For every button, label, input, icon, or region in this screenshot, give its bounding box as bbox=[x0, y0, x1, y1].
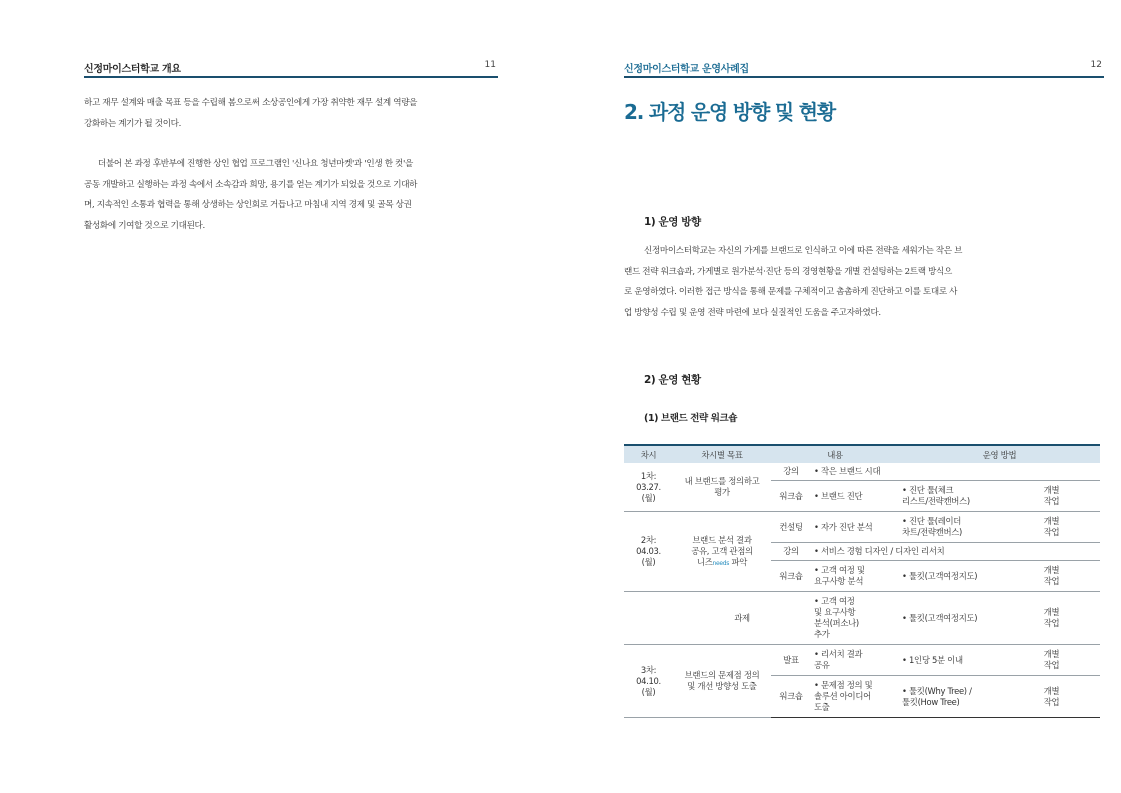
type-cell: 강의 bbox=[771, 463, 811, 481]
method-cell: 개별 작업 bbox=[1003, 512, 1100, 543]
left-page-header bbox=[84, 58, 498, 78]
type-cell: 컨설팅 bbox=[771, 512, 811, 543]
subsection-title-direction: 1) 운영 방향 bbox=[644, 216, 701, 228]
section-title: 2. 과정 운영 방향 및 현황 bbox=[624, 100, 836, 124]
column-header: 차시 bbox=[640, 449, 657, 460]
table-title: (1) 브랜드 전략 워크숍 bbox=[644, 413, 738, 424]
left-page bbox=[0, 0, 560, 793]
goal-subscript: needs bbox=[712, 559, 730, 567]
table-row bbox=[624, 592, 1100, 645]
text-line: 신정마이스터학교는 자신의 가게를 브랜드로 인식하고 이에 따른 전략을 세워가는 작은 브 bbox=[644, 246, 963, 256]
goal-text: 브랜드 분석 결과 공유, 고객 관점의 니즈 bbox=[691, 534, 753, 567]
content-cell: • 서비스 경험 디자인 / 디자인 리서치 bbox=[811, 543, 1100, 561]
type-cell: 강의 bbox=[771, 543, 811, 561]
content-cell: • 자가 진단 분석 bbox=[811, 512, 899, 543]
column-header: 운영 방법 bbox=[982, 449, 1017, 460]
tool-cell: • 툴킷(고객여정지도) bbox=[899, 592, 1003, 645]
right-paragraph bbox=[624, 241, 962, 323]
content-cell: • 문제점 정의 및 솔루션 아이디어 도출 bbox=[811, 676, 899, 718]
column-header: 차시별 목표 bbox=[701, 449, 743, 460]
tool-cell: • 진단 툴(체크 리스트/전략캔버스) bbox=[899, 481, 1003, 512]
text-line: 업 방향성 수립 및 운영 전략 마련에 보다 실질적인 도움을 주고자하였다. bbox=[624, 307, 881, 318]
right-page-header bbox=[624, 58, 1104, 78]
content-cell: • 작은 브랜드 시대 bbox=[811, 463, 1100, 481]
method-cell: 개별 작업 bbox=[1003, 561, 1100, 592]
goal-text-end: 파악 bbox=[729, 556, 748, 567]
tool-cell: • 1인당 5분 이내 bbox=[899, 645, 1003, 676]
tool-cell: • 진단 툴(레이더 차트/전략캔버스) bbox=[899, 512, 1003, 543]
column-header: 내용 bbox=[827, 449, 843, 460]
session-cell-empty bbox=[624, 592, 673, 645]
type-cell: 발표 bbox=[771, 645, 811, 676]
content-cell: • 브랜드 진단 bbox=[811, 481, 899, 512]
text-line: 공동 개발하고 실행하는 과정 속에서 소속감과 희망, 용기를 얻는 계기가 되었을 것으로 기대하 bbox=[84, 179, 418, 190]
table-header-row bbox=[624, 445, 1100, 463]
left-paragraph-2 bbox=[84, 154, 417, 236]
goal-cell bbox=[673, 512, 771, 592]
method-cell: 개별 작업 bbox=[1003, 592, 1100, 645]
workshop-schedule-table bbox=[624, 444, 1100, 718]
session-cell: 2차: 04.03. (월) bbox=[624, 512, 673, 592]
method-cell: 개별 작업 bbox=[1003, 645, 1100, 676]
text-line: 하고 재무 설계와 매출 목표 등을 수립해 봄으로써 소상공인에게 가장 취약한 재무 설계 역량을 bbox=[84, 98, 418, 108]
text-line: 활성화에 기여할 것으로 기대된다. bbox=[84, 220, 205, 231]
left-paragraph-1 bbox=[84, 93, 417, 134]
session-cell: 1차: 03.27. (월) bbox=[624, 463, 673, 512]
goal-cell: 내 브랜드를 정의하고 평가 bbox=[673, 463, 771, 512]
type-cell: 워크숍 bbox=[771, 561, 811, 592]
method-cell: 개별 작업 bbox=[1003, 481, 1100, 512]
left-page-number: 11 bbox=[484, 60, 496, 70]
subsection-title-status: 2) 운영 현황 bbox=[644, 374, 701, 386]
text-line: 며, 지속적인 소통과 협력을 통해 상생하는 상인회로 거듭나고 마침내 지역 경제 및 골목 상권 bbox=[84, 200, 412, 210]
text-line: 더불어 본 과정 후반부에 진행한 상인 협업 프로그램인 '신나요 청년마켓'과 '인생 한 컷'을 bbox=[98, 159, 413, 169]
goal-cell: 과제 bbox=[673, 592, 811, 645]
right-header-title: 신정마이스터학교 운영사례집 bbox=[624, 64, 749, 75]
right-page-number: 12 bbox=[1090, 60, 1102, 70]
method-cell: 개별 작업 bbox=[1003, 676, 1100, 718]
content-cell: • 고객 여정 및 요구사항 분석 bbox=[811, 561, 899, 592]
table-row bbox=[624, 463, 1100, 481]
session-cell: 3차: 04.10. (월) bbox=[624, 645, 673, 718]
content-cell: • 고객 여정 및 요구사항 분석(퍼소나) 추가 bbox=[811, 592, 899, 645]
left-header-title: 신정마이스터학교 개요 bbox=[84, 64, 181, 75]
right-page bbox=[560, 0, 1121, 793]
text-line: 랜드 전략 워크숍과, 가게별로 원가분석·진단 등의 경영현황을 개별 컨설팅하는 2트랙 방식으 bbox=[624, 266, 952, 277]
type-cell: 워크숍 bbox=[771, 481, 811, 512]
type-cell: 워크숍 bbox=[771, 676, 811, 718]
text-line: 강화하는 계기가 될 것이다. bbox=[84, 118, 181, 129]
table-row bbox=[624, 512, 1100, 543]
table-row bbox=[624, 645, 1100, 676]
tool-cell: • 툴킷(고객여정지도) bbox=[899, 561, 1003, 592]
tool-cell: • 툴킷(Why Tree) / 툴킷(How Tree) bbox=[899, 676, 1003, 718]
goal-cell: 브랜드의 문제점 정의 및 개선 방향성 도출 bbox=[673, 645, 771, 718]
text-line: 로 운영하였다. 이러한 접근 방식을 통해 문제를 구체적이고 촘촘하게 진단하고 이를 토대로 사 bbox=[624, 287, 958, 297]
content-cell: • 리서치 결과 공유 bbox=[811, 645, 899, 676]
